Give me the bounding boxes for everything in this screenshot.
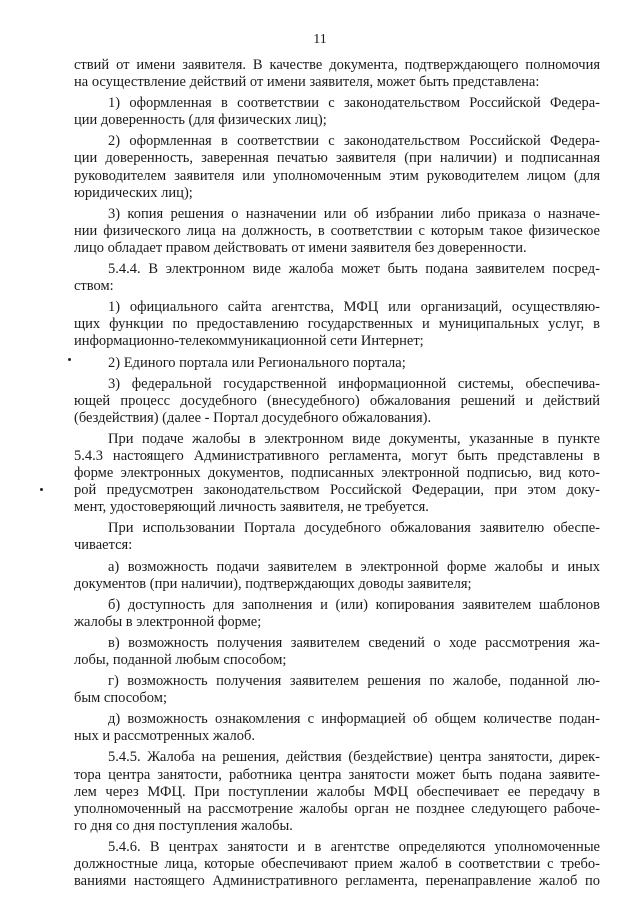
text-line: ствий от имени заявителя. В качестве документа, подтверждающего полномочия xyxy=(74,57,600,73)
text-line: тора центра занятости, работника центра занятости может быть подана заявите- xyxy=(74,766,600,783)
text-line: руководителем заявителя или уполномоченным этим руководителем лицом (для xyxy=(74,167,600,184)
scan-speck xyxy=(40,488,43,491)
text-line: (бездействия) (далее - Портал досудебного обжалования). xyxy=(74,409,432,426)
text-line: ции доверенность (для физических лиц); xyxy=(74,112,327,129)
text-line: д) возможность ознакомления с информацией об общем количестве подан- xyxy=(108,711,600,728)
text-line: рой предусмотрен законодательством Российской Федерации, при этом доку- xyxy=(74,482,600,499)
text-line: на осуществление действий от имени заявителя, может быть представлена: xyxy=(74,74,540,91)
text-line: нии физического лица на должность, в соответствии с которым такое физическое xyxy=(74,222,600,239)
paragraph xyxy=(74,261,600,295)
text-line: 5.4.5. Жалоба на решения, действия (бездействие) центра занятости, дирек- xyxy=(108,749,600,766)
text-line: форме электронных документов, подписанных электронной подписью, вид кото- xyxy=(74,465,600,482)
paragraph xyxy=(74,839,600,890)
text-line: документов (при наличии), подтверждающих доводы заявителя; xyxy=(74,575,472,592)
text-line: в) возможность получения заявителем сведений о ходе рассмотрения жа- xyxy=(108,634,600,651)
text-line: информационно-телекоммуникационной сети Интернет; xyxy=(74,333,424,350)
text-line: 1) официального сайта агентства, МФЦ или организаций, осуществляю- xyxy=(108,299,600,316)
text-line: б) доступность для заполнения и (или) копирования заявителем шаблонов xyxy=(108,596,600,613)
text-line: 2) Единого портала или Регионального портала; xyxy=(108,354,406,371)
text-line: г) возможность получения заявителем решения по жалобе, поданной лю- xyxy=(108,673,600,690)
text-line: ции доверенность, заверенная печатью заявителя (при наличии) и подписанная xyxy=(74,150,600,167)
text-line: чивается: xyxy=(74,537,133,554)
document-body xyxy=(74,57,600,890)
text-line: 5.4.6. В центрах занятости и в агентстве определяются уполномоченные xyxy=(108,838,600,855)
paragraph xyxy=(74,673,600,707)
text-line: должностные лица, которые обеспечивают прием жалоб в соответствии с требо- xyxy=(74,856,600,873)
text-line: При подаче жалобы в электронном виде документы, указанные в пункте xyxy=(108,430,600,447)
text-line: ваниями настоящего Административного регламента, перенаправление жалоб по xyxy=(74,873,600,890)
paragraph xyxy=(74,206,600,257)
paragraph xyxy=(74,57,600,91)
text-line: бым способом; xyxy=(74,690,167,707)
paragraph xyxy=(74,299,600,350)
text-line: уполномоченный на рассмотрение жалобы орган не позднее следующего рабоче- xyxy=(74,800,600,817)
text-line: а) возможность подачи заявителем в электронной форме жалобы и иных xyxy=(108,558,600,575)
paragraph xyxy=(74,749,600,834)
paragraph xyxy=(74,520,600,554)
text-line: лицо обладает правом действовать от имени заявителя без доверенности. xyxy=(74,239,527,256)
text-line: 2) оформленная в соответствии с законодательством Российской Федера- xyxy=(108,133,600,150)
paragraph xyxy=(74,133,600,201)
text-line: щих функции по предоставлению государственных и муниципальных услуг, в xyxy=(74,316,600,333)
paragraph xyxy=(74,355,600,372)
text-line: мент, удостоверяющий личность заявителя, не требуется. xyxy=(74,499,429,516)
text-line: 3) федеральной государственной информационной системы, обеспечива- xyxy=(108,375,600,392)
paragraph xyxy=(74,597,600,631)
text-line: 3) копия решения о назначении или об избрании либо приказа о назначе- xyxy=(108,205,600,222)
text-line: 1) оформленная в соответствии с законодательством Российской Федера- xyxy=(108,95,600,112)
text-line: ством: xyxy=(74,278,114,295)
paragraph xyxy=(74,431,600,516)
text-line: юридических лиц); xyxy=(74,184,193,201)
text-line: ющей процесс досудебного (внесудебного) обжалования решений и действий xyxy=(74,392,600,409)
text-line: лобы, поданной любым способом; xyxy=(74,652,287,668)
text-line: жалобы в электронной форме; xyxy=(74,613,262,630)
text-line: 5.4.3 настоящего Административного регламента, могут быть представлены в xyxy=(74,447,600,464)
paragraph xyxy=(74,95,600,129)
paragraph xyxy=(74,559,600,593)
page-number: 11 xyxy=(313,32,327,47)
paragraph xyxy=(74,376,600,427)
text-line: ных и рассмотренных жалоб. xyxy=(74,728,255,745)
text-line: При использовании Портала досудебного обжалования заявителю обеспе- xyxy=(108,520,600,537)
text-line: го дня со дня поступления жалобы. xyxy=(74,817,293,834)
paragraph xyxy=(74,635,600,669)
paragraph xyxy=(74,711,600,745)
text-line: лем через МФЦ. При поступлении жалобы МФЦ обеспечивает ее передачу в xyxy=(74,783,600,800)
scan-speck xyxy=(68,358,71,361)
text-line: 5.4.4. В электронном виде жалоба может быть подана заявителем посред- xyxy=(108,261,600,278)
